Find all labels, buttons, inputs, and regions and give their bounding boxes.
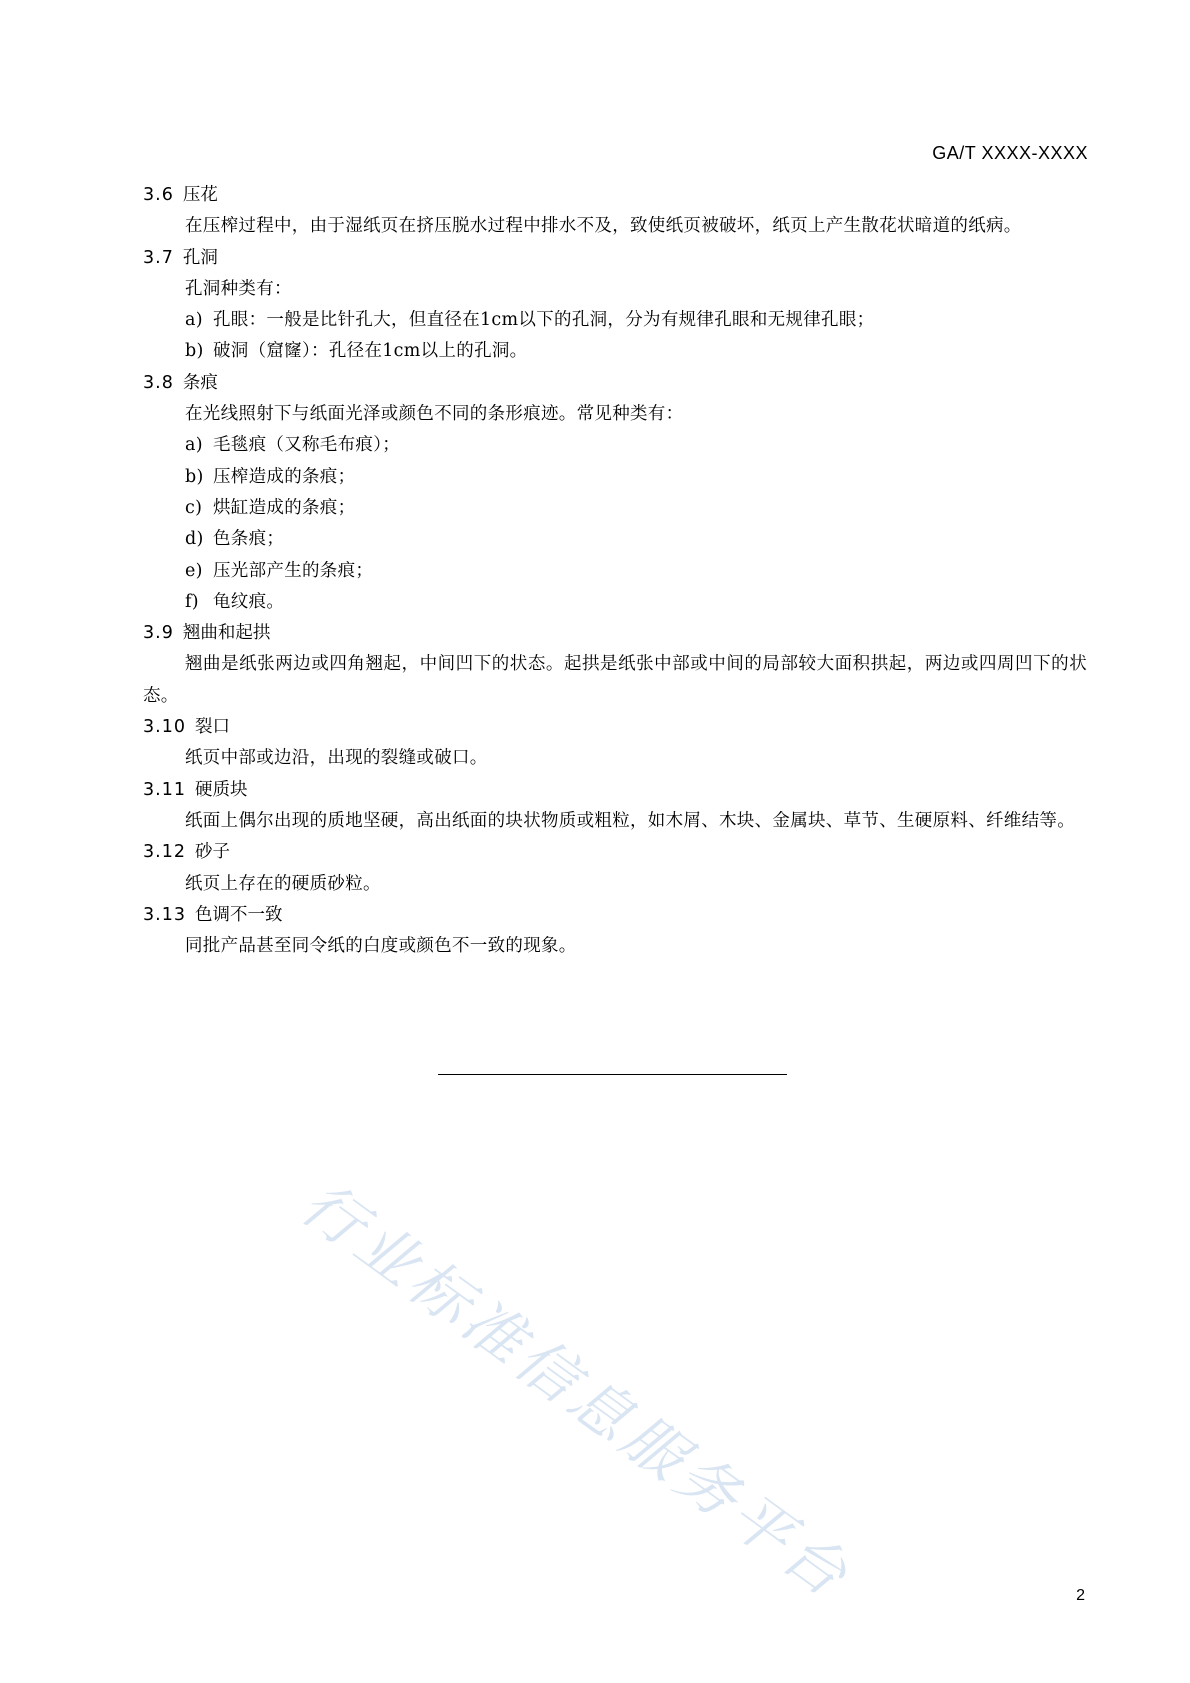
section-heading: [143, 368, 1087, 399]
section-title: 翘曲和起拱: [182, 623, 271, 644]
list-item: [143, 493, 1087, 524]
section-number: 3.8: [143, 372, 174, 393]
list-item-marker: a): [185, 310, 203, 331]
list-item: [143, 587, 1087, 618]
section-heading: [143, 900, 1087, 931]
section-heading: [143, 775, 1087, 806]
section-title: 砂子: [194, 842, 230, 863]
list-item-text: 压光部产生的条痕；: [213, 560, 374, 581]
list-item-text: 压榨造成的条痕；: [213, 466, 356, 487]
document-code: GA/T XXXX-XXXX: [932, 143, 1088, 163]
section-number: 3.10: [143, 717, 186, 738]
section-paragraph: 翘曲是纸张两边或四角翘起，中间凹下的状态。起拱是纸张中部或中间的局部较大面积拱起，两边或四周凹下的状态。: [143, 654, 1087, 706]
list-item-text: 孔眼：一般是比针孔大，但直径在1cm以下的孔洞，分为有规律孔眼和无规律孔眼；: [213, 310, 875, 331]
section-title: 色调不一致: [194, 904, 283, 925]
section-paragraph: 纸页中部或边沿，出现的裂缝或破口。: [185, 748, 488, 769]
section-title: 条痕: [182, 372, 218, 393]
section-number: 3.13: [143, 904, 186, 925]
list-item-marker: f): [185, 591, 199, 612]
list-item: [143, 336, 1087, 367]
section-paragraph: 在压榨过程中，由于湿纸页在挤压脱水过程中排水不及，致使纸页被破坏，纸页上产生散花状暗道的纸病。: [185, 216, 1022, 237]
section-title: 孔洞: [182, 247, 218, 268]
list-item: [143, 524, 1087, 555]
list-item: [143, 462, 1087, 493]
list-item-marker: a): [185, 435, 203, 456]
section-paragraph: 纸页上存在的硬质砂粒。: [185, 873, 381, 894]
list-item-marker: d): [185, 529, 204, 550]
section-number: 3.7: [143, 247, 174, 268]
section-paragraph: 在光线照射下与纸面光泽或颜色不同的条形痕迹。常见种类有：: [185, 404, 684, 425]
list-item-text: 龟纹痕。: [213, 591, 285, 612]
section-heading: [143, 180, 1087, 211]
list-item-marker: b): [185, 466, 204, 487]
section-heading: [143, 618, 1087, 649]
list-item-text: 破洞（窟窿）：孔径在1cm以上的孔洞。: [213, 341, 528, 362]
list-item-marker: c): [185, 497, 203, 518]
section-number: 3.9: [143, 623, 174, 644]
section-title: 裂口: [194, 717, 230, 738]
list-item: [143, 556, 1087, 587]
list-item: [143, 430, 1087, 461]
section-paragraph: 纸面上偶尔出现的质地坚硬，高出纸面的块状物质或粗粒，如木屑、木块、金属块、草节、生硬原料、纤维结等。: [185, 810, 1075, 831]
section-number: 3.6: [143, 185, 174, 205]
section-heading: [143, 837, 1087, 868]
section-number: 3.12: [143, 842, 186, 863]
list-item-text: 色条痕；: [213, 529, 285, 550]
section-number: 3.11: [143, 779, 186, 800]
list-item-text: 毛毯痕（又称毛布痕）；: [213, 435, 401, 456]
section-title: 硬质块: [194, 779, 248, 800]
section-heading: [143, 243, 1087, 274]
list-item-text: 烘缸造成的条痕；: [213, 497, 356, 518]
section-paragraph: 同批产品甚至同令纸的白度或颜色不一致的现象。: [185, 936, 577, 957]
document-body: [143, 180, 1087, 962]
watermark: 行业标准信息服务平台: [288, 1168, 864, 1614]
end-of-text-rule: [438, 1074, 787, 1075]
list-item-marker: b): [185, 341, 204, 362]
page-number: 2: [1076, 1587, 1085, 1604]
section-paragraph: 孔洞种类有：: [185, 278, 292, 299]
section-heading: [143, 712, 1087, 743]
section-title: 压花: [182, 185, 218, 205]
list-item-marker: e): [185, 560, 203, 581]
list-item: [143, 305, 1087, 336]
